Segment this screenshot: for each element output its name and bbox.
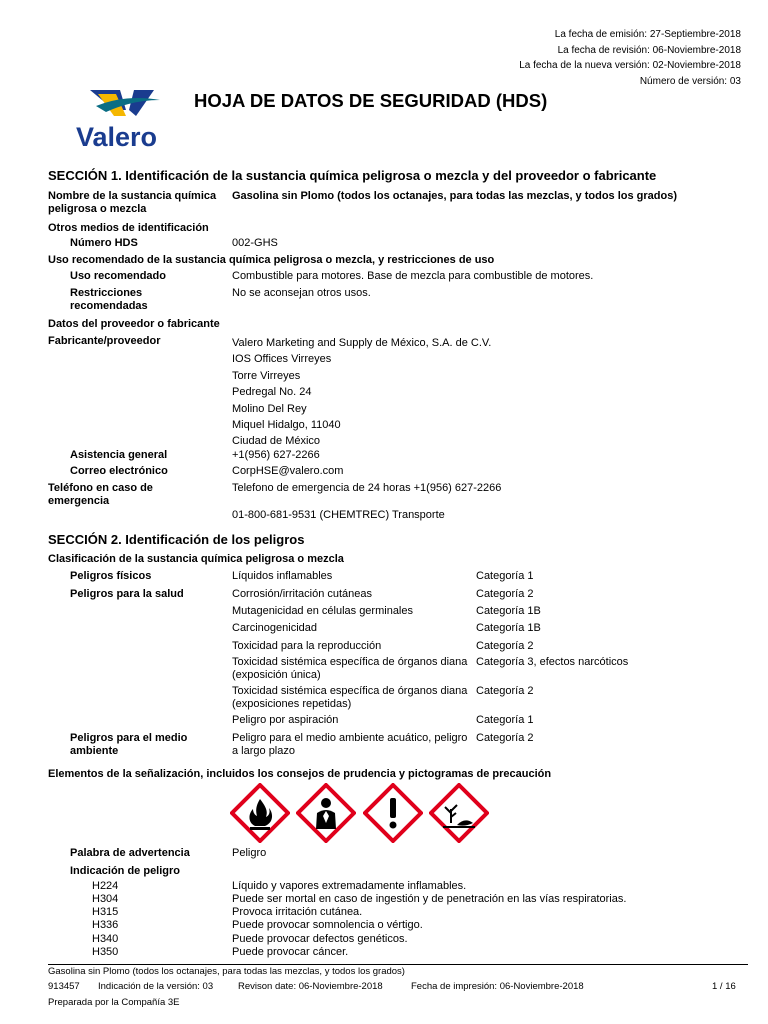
hazard-code: H340 [92, 933, 119, 945]
hazard-text: Líquido y vapores extremadamente inflamables. [232, 880, 467, 892]
recommended-use-label: Uso recomendado [70, 270, 166, 282]
email-value[interactable]: CorpHSE@valero.com [232, 465, 344, 477]
logo-text: Valero [76, 122, 158, 152]
hazard-category: Categoría 2 [476, 588, 534, 600]
hazard-category: Categoría 1 [476, 714, 534, 726]
footer-print-date: Fecha de impresión: 06-Noviembre-2018 [411, 981, 584, 992]
manufacturer-address [232, 335, 747, 450]
hazard-name: Líquidos inflamables [232, 570, 333, 582]
hazard-statement-label: Indicación de peligro [70, 865, 181, 877]
hazard-name: Peligro por aspiración [232, 714, 339, 726]
document-title: HOJA DE DATOS DE SEGURIDAD (HDS) [194, 90, 548, 111]
hazard-text: Provoca irritación cutánea. [232, 906, 363, 918]
hazard-category: Categoría 2 [476, 685, 534, 697]
pictograms [230, 783, 491, 848]
hazard-name: Toxicidad para la reproducción [232, 640, 382, 652]
footer-doc-id: 913457 [48, 981, 80, 992]
footer-prepared-by: Preparada por la Compañía 3E [48, 997, 180, 1008]
classification-heading: Clasificación de la sustancia química peligrosa o mezcla [48, 553, 344, 565]
restrictions-label: Restricciones recomendadas [70, 287, 148, 312]
hazard-category: Categoría 1 [476, 570, 534, 582]
version-number: Número de versión: 03 [639, 75, 741, 87]
hazard-name: Peligro para el medio ambiente acuático, peligro a largo plazo [232, 732, 468, 757]
hazard-name: Mutagenicidad en células germinales [232, 605, 413, 617]
hazard-text: Puede provocar defectos genéticos. [232, 933, 408, 945]
footer-divider [48, 964, 748, 965]
hazard-category: Categoría 1B [476, 605, 541, 617]
health-hazard-pictogram-icon [296, 783, 356, 843]
email-label: Correo electrónico [70, 465, 168, 477]
hazard-name: Carcinogenicidad [232, 622, 317, 634]
hds-number-label: Número HDS [70, 237, 138, 249]
hazard-category: Categoría 2 [476, 732, 534, 744]
address-line: Miquel Hidalgo, 11040 [232, 419, 341, 432]
emergency-value-1: Telefono de emergencia de 24 horas +1(956) 627-2266 [232, 482, 502, 494]
hazard-name: Corrosión/irritación cutáneas [232, 588, 373, 600]
exclamation-pictogram-icon [363, 783, 423, 843]
general-assistance-value: +1(956) 627-2266 [232, 449, 320, 461]
environment-pictogram-icon [429, 783, 489, 843]
hazard-name: Toxicidad sistémica específica de órganos diana (exposiciones repetidas) [232, 685, 468, 710]
document-dates [519, 27, 741, 89]
revision-date: La fecha de revisión: 06-Noviembre-2018 [557, 44, 741, 56]
address-line: IOS Offices Virreyes [232, 353, 332, 366]
label-elements-heading: Elementos de la señalización, incluidos los consejos de prudencia y pictogramas de precaución [48, 768, 552, 780]
hazard-category: Categoría 1B [476, 622, 541, 634]
hazard-category: Categoría 3, efectos narcóticos [476, 656, 629, 668]
other-id-label: Otros medios de identificación [48, 222, 209, 234]
address-line: Pedregal No. 24 [232, 386, 312, 399]
footer-revision-date: Revison date: 06-Noviembre-2018 [238, 981, 383, 992]
hazard-category: Categoría 2 [476, 640, 534, 652]
hds-number-value: 002-GHS [232, 237, 278, 249]
address-line: Ciudad de México [232, 435, 321, 448]
health-hazards-label: Peligros para la salud [70, 588, 184, 600]
address-line: Valero Marketing and Supply de México, S.A. de C.V. [232, 337, 492, 349]
hazard-code: H315 [92, 906, 119, 918]
issue-date: La fecha de emisión: 27-Septiembre-2018 [554, 29, 741, 40]
section-2-title: SECCIÓN 2. Identificación de los peligros [48, 532, 305, 547]
signal-word-value: Peligro [232, 847, 267, 859]
valero-v-icon [76, 86, 176, 152]
footer-version: Indicación de la versión: 03 [98, 981, 214, 992]
hazard-name: Toxicidad sistémica específica de órganos diana (exposición única) [232, 656, 468, 681]
hazard-code: H224 [92, 880, 119, 892]
hazard-text: Puede ser mortal en caso de ingestión y de penetración en las vías respiratorias. [232, 893, 627, 905]
recommended-use-value: Combustible para motores. Base de mezcla para combustible de motores. [232, 270, 594, 282]
manufacturer-label: Fabricante/proveedor [48, 335, 161, 347]
valero-logo [76, 86, 176, 152]
flame-pictogram-icon [230, 783, 290, 843]
substance-name-label: Nombre de la sustancia química peligrosa o mezcla [48, 190, 217, 215]
physical-hazards-label: Peligros físicos [70, 570, 152, 582]
general-assistance-label: Asistencia general [70, 449, 168, 461]
footer-product: Gasolina sin Plomo (todos los octanajes, para todas las mezclas, y todos los grados) [48, 966, 405, 977]
restrictions-value: No se aconsejan otros usos. [232, 287, 371, 299]
emergency-label: Teléfono en caso de emergencia [48, 482, 153, 507]
emergency-value-2: 01-800-681-9531 (CHEMTREC) Transporte [232, 509, 445, 521]
signal-word-label: Palabra de advertencia [70, 847, 190, 859]
use-heading: Uso recomendado de la sustancia química peligrosa o mezcla, y restricciones de uso [48, 254, 495, 266]
section-1-title: SECCIÓN 1. Identificación de la sustancia química peligrosa o mezcla y del proveedor o fabricante [48, 168, 657, 183]
address-line: Molino Del Rey [232, 402, 307, 415]
new-version-date: La fecha de la nueva versión: 02-Noviembre-2018 [519, 60, 741, 71]
substance-name-value: Gasolina sin Plomo (todos los octanajes, para todas las mezclas, y todos los grados) [232, 190, 678, 202]
hazard-text: Puede provocar cáncer. [232, 946, 349, 958]
address-line: Torre Virreyes [232, 369, 301, 382]
footer-page-number: 1 / 16 [712, 981, 736, 992]
hazard-code: H304 [92, 893, 119, 905]
hazard-code: H336 [92, 919, 119, 931]
hazard-text: Puede provocar somnolencia o vértigo. [232, 919, 423, 931]
supplier-heading: Datos del proveedor o fabricante [48, 318, 220, 330]
hazard-code: H350 [92, 946, 119, 958]
environment-hazards-label: Peligros para el medio ambiente [70, 732, 188, 757]
